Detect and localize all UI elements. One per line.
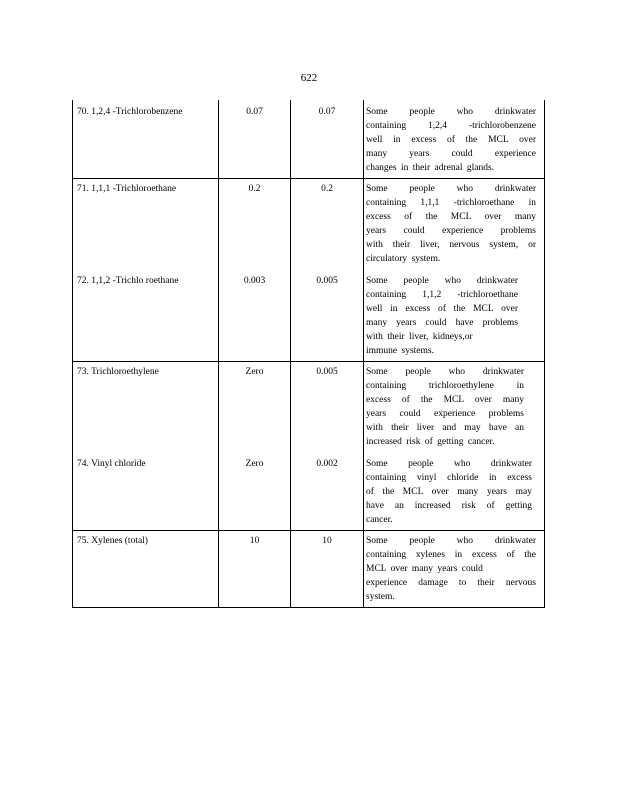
effects-line: containing trichloroethylene in — [366, 381, 524, 391]
effects-line: Some people who drinkwater — [366, 367, 524, 377]
effects-line: of the MCL over many years may — [366, 487, 532, 497]
effects-line: cancer. — [366, 515, 393, 525]
effects-line: Some people who drinkwater — [366, 184, 536, 194]
effects-line: containing 1,2,4 -trichlorobenzene — [366, 121, 536, 131]
mcl-value: 0.005 — [316, 367, 338, 377]
health-effects — [366, 365, 524, 449]
effects-line: increased risk of getting cancer. — [366, 437, 495, 447]
mcl-value: 0.002 — [316, 459, 338, 469]
row-divider — [73, 530, 544, 531]
mcl-value: 0.07 — [318, 107, 336, 117]
mclg-value: 0.003 — [243, 276, 266, 286]
mclg-value: 0.2 — [248, 184, 261, 194]
effects-line: immune systems. — [366, 346, 434, 356]
contaminant-name: 74. Vinyl chloride — [77, 459, 146, 469]
mclg-value: 10 — [249, 536, 260, 546]
contaminant-name: 75. Xylenes (total) — [77, 536, 148, 546]
effects-line: years could experience problems — [366, 409, 524, 419]
effects-line: Some people who drinkwater — [366, 107, 536, 117]
mclg-value: Zero — [245, 367, 264, 377]
effects-line: containing xylenes in excess of the — [366, 550, 536, 560]
row-divider — [73, 361, 544, 362]
effects-line: Some people who drinkwater — [366, 459, 532, 469]
effects-line: well in excess of the MCL over — [366, 135, 536, 145]
mcl-value: 0.2 — [321, 184, 333, 194]
effects-line: system. — [366, 592, 395, 602]
effects-line: with their liver, nervous system, or — [366, 240, 536, 250]
page-number: 622 — [300, 72, 318, 84]
mclg-value: 0.07 — [246, 107, 263, 117]
health-effects — [366, 534, 536, 604]
health-effects — [366, 182, 536, 266]
health-effects — [366, 274, 518, 358]
effects-line: have an increased risk of getting — [366, 501, 532, 511]
effects-line: excess of the MCL over many — [366, 395, 524, 405]
row-divider — [73, 178, 544, 179]
effects-line: experience damage to their nervous — [366, 578, 536, 588]
mcl-value: 10 — [322, 536, 332, 546]
effects-line: containing 1,1,2 -trichloroethane — [366, 290, 518, 300]
contaminant-name: 70. 1,2,4 -Trichlorobenzene — [77, 107, 183, 117]
effects-line: containing 1,1,1 -trichloroethane in — [366, 198, 536, 208]
mcl-value: 0.005 — [316, 276, 338, 286]
effects-line: containing vinyl chloride in excess — [366, 473, 532, 483]
health-effects — [366, 457, 532, 527]
effects-line: MCL over many years could — [366, 564, 483, 574]
health-effects — [366, 105, 536, 175]
contaminant-name: 71. 1,1,1 -Trichloroethane — [77, 184, 177, 194]
effects-line: well in excess of the MCL over — [366, 304, 518, 314]
effects-line: excess of the MCL over many — [366, 212, 536, 222]
contaminant-name: 72. 1,1,2 -Trichlo roethane — [77, 276, 179, 286]
effects-line: with their liver, kidneys,or — [366, 332, 473, 342]
contaminant-table — [72, 100, 545, 608]
effects-line: Some people who drinkwater — [366, 276, 518, 286]
contaminant-name: 73. Trichloroethylene — [77, 367, 159, 377]
effects-line: Some people who drinkwater — [366, 536, 536, 546]
effects-line: years could experience problems — [366, 226, 536, 236]
effects-line: circulatory system. — [366, 254, 441, 264]
effects-line: many years could experience — [366, 149, 536, 159]
effects-line: changes in their adrenal glands. — [366, 163, 495, 173]
effects-line: many years could have problems — [366, 318, 518, 328]
effects-line: with their liver and may have an — [366, 423, 524, 433]
mclg-value: Zero — [245, 459, 264, 469]
